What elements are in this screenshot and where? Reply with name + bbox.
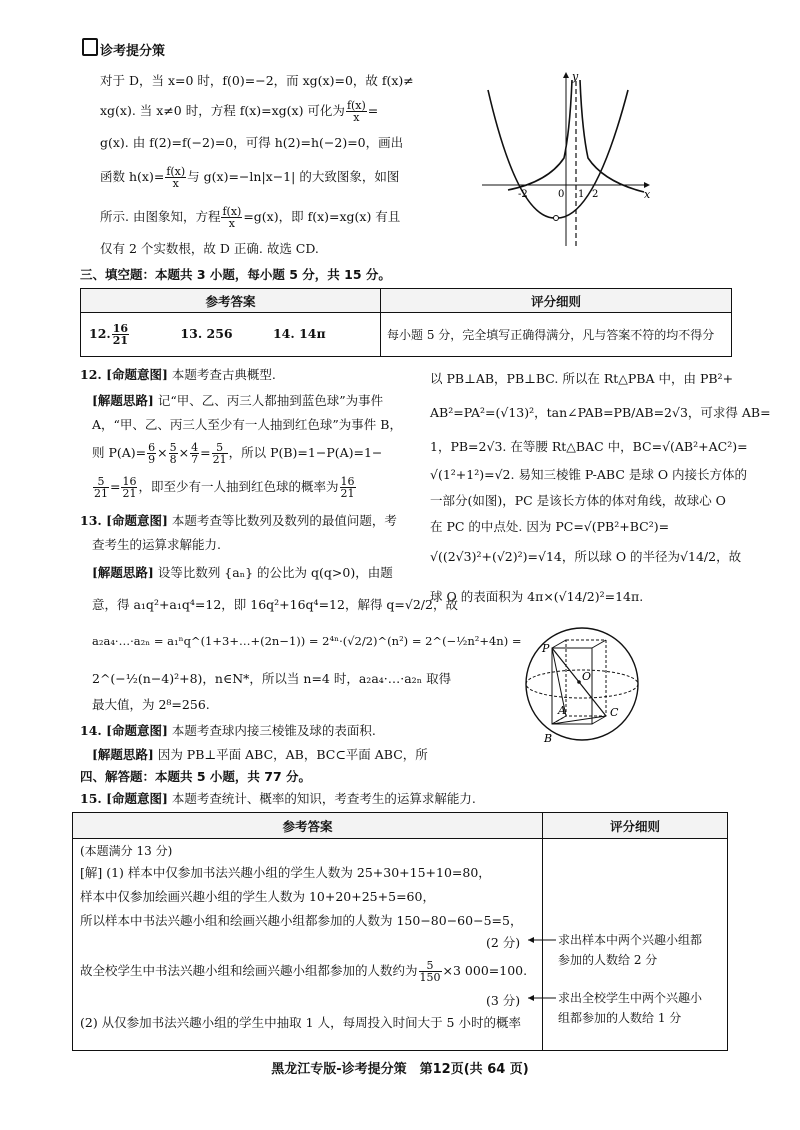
- q14-right-2: AB²=PA²=(√13)²，tan∠PAB=PB/AB=2√3，可求得 AB=: [430, 405, 771, 420]
- solution-line-5: 所示. 由图象知，方程 $\frac{f(x)}{x}$ =g(x)，即 f(x)=xg(x) 有且: [100, 205, 401, 230]
- q13-line-3: a₂a₄·…·a₂ₙ = a₁ⁿq^(1+3+…+(2n−1)) = 2⁴ⁿ·(√2/2)^(n²) = 2^(−½n²+4n) =: [92, 634, 522, 648]
- solution-line-4: 函数 h(x)= $\frac{f(x)}{x}$ 与 g(x)=−ln|x−1| 的大致图象，如图: [100, 165, 400, 190]
- q15-head-answer: 参考答案: [73, 813, 543, 839]
- answers-cell: 12. $\frac{16}{21}$ 13. 256 14. 14π: [81, 313, 381, 357]
- q14-intent: 14. [命题意图] 本题考查球内接三棱锥及球的表面积.: [80, 723, 376, 738]
- q14-right-1: 以 PB⊥AB，PB⊥BC. 所以在 Rt△PBA 中，由 PB²+: [430, 371, 734, 386]
- q15-points-2: (3 分): [486, 993, 521, 1008]
- q14-right-3: 1，PB=2√3. 在等腰 Rt△BAC 中，BC=√(AB²+AC²)=: [430, 439, 748, 454]
- q12-line-3: 则 P(A)= $\frac{6}{9}$ × $\frac{5}{8}$ × $\frac{4}{7}$ = $\frac{5}{21}$ ，所以 P(B)=1−P(A)=1−: [92, 441, 383, 466]
- q15-head-rubric: 评分细则: [543, 813, 728, 839]
- rubric-arrows: [524, 930, 560, 1010]
- q15-step-5: (2) 从仅参加书法兴趣小组的学生中抽取 1 人，每周投入时间大于 5 小时的概率: [80, 1015, 521, 1030]
- hole-point: [554, 216, 559, 221]
- solution-line-2: xg(x). 当 x≠0 时，方程 f(x)=xg(x) 可化为 $\frac{f(x)}{x}$ =: [100, 99, 379, 124]
- tick-zero: 0: [558, 189, 565, 200]
- label-p: P: [542, 642, 550, 655]
- solution-line-3: g(x). 由 f(2)=f(−2)=0，可得 h(2)=h(−2)=0，画出: [100, 135, 404, 150]
- section3-title: 三、填空题：本题共 3 小题，每小题 5 分，共 15 分。: [80, 267, 391, 282]
- rubric-note-1: 求出样本中两个兴趣小组都 参加的人数给 2 分: [558, 933, 703, 967]
- q15-step-1: [解] (1) 样本中仅参加书法兴趣小组的学生人数为 25+30+15+10=80，: [80, 865, 491, 880]
- q13-line-4: 2^(−½(n−4)²+8)，n∈N*，所以当 n=4 时，a₂a₄·…·a₂ₙ 取得: [92, 671, 452, 686]
- table-head-rubric: 评分细则: [381, 289, 732, 313]
- q14-right-7: √((2√3)²+(√2)²)=√14，所以球 O 的半径为√14/2，故: [430, 549, 742, 564]
- log-curve-right: [580, 80, 644, 192]
- function-graph: [478, 70, 650, 250]
- q12-line-2: A，“甲、乙、丙三人至少有一人抽到红色球”为事件 B，: [92, 417, 402, 432]
- tick-one: 1: [578, 189, 585, 200]
- q15-step-2: 样本中仅参加绘画兴趣小组的学生人数为 10+20+25+5=60，: [80, 889, 435, 904]
- header-title: 诊考提分策: [100, 44, 166, 59]
- q13-intent: 13. [命题意图] 本题考查等比数列及数列的最值问题，考: [80, 513, 397, 528]
- label-a: A: [558, 704, 566, 717]
- edge-bc: [552, 716, 606, 724]
- q13-line-5: 最大值，为 2⁸=256.: [92, 697, 210, 712]
- q15-intent: 15. [命题意图] 本题考查统计、概率的知识，考查考生的运算求解能力.: [80, 791, 476, 806]
- q15-step-4: 故全校学生中书法兴趣小组和绘画兴趣小组都参加的人数约为 $\frac{5}{150}$ ×3 000=100.: [80, 959, 528, 984]
- q14-right-5: 一部分(如图)，PC 是该长方体的体对角线，故球心 O: [430, 493, 726, 508]
- q13-intent-2: 查考生的运算求解能力.: [92, 537, 221, 552]
- tick-neg2: -2: [518, 189, 528, 200]
- q13-line-1: [解题思路] 设等比数列 {aₙ} 的公比为 q(q>0)，由题: [92, 565, 393, 580]
- q12-line-4: $\frac{5}{21}$ = $\frac{16}{21}$ ，即至少有一人抽到红色球的概率为 $\frac{16}{21}$: [94, 475, 355, 500]
- x-label: x: [644, 188, 650, 201]
- rubric-note-2: 求出全校学生中两个兴趣小 组都参加的人数给 1 分: [558, 991, 703, 1025]
- q14-right-4: √(1²+1²)=√2. 易知三棱锥 P-ABC 是球 O 内接长方体的: [430, 467, 748, 482]
- q15-step-3: 所以样本中书法兴趣小组和绘画兴趣小组都参加的人数为 150−80−60−5=5，: [80, 913, 523, 928]
- q15-full-marks: (本题满分 13 分): [80, 844, 173, 858]
- fill-in-answer-table: [80, 288, 732, 357]
- label-o: O: [582, 670, 592, 683]
- logo-icon: [82, 38, 98, 56]
- q15-points-1: (2 分): [486, 935, 521, 950]
- solution-line-6: 仅有 2 个实数根，故 D 正确. 故选 CD.: [100, 241, 319, 256]
- q14-right-6: 在 PC 的中点处. 因为 PC=√(PB²+BC²)=: [430, 519, 670, 534]
- q12-line-1: [解题思路] 记“甲、乙、丙三人都抽到蓝色球”为事件: [92, 393, 384, 408]
- q14-line-1: [解题思路] 因为 PB⊥平面 ABC，AB，BC⊂平面 ABC，所: [92, 747, 428, 762]
- y-label: y: [572, 70, 579, 83]
- section4-title: 四、解答题：本题共 5 小题，共 77 分。: [80, 769, 312, 784]
- label-c: C: [610, 706, 619, 719]
- label-b: B: [544, 732, 553, 745]
- rubric-cell: 每小题 5 分，完全填写正确得满分，凡与答案不符的均不得分: [381, 313, 732, 357]
- table-head-answer: 参考答案: [81, 289, 381, 313]
- q14-right-8: 球 O 的表面积为 4π×(√14/2)²=14π.: [430, 589, 644, 604]
- q12-intent: 12. [命题意图] 本题考查古典概型.: [80, 367, 276, 382]
- center-point: [577, 680, 581, 684]
- solution-line-1: 对于 D，当 x=0 时，f(0)=−2，而 xg(x)=0，故 f(x)≠: [100, 73, 414, 88]
- log-curve-left: [508, 80, 572, 190]
- tick-two: 2: [592, 189, 599, 200]
- y-axis-arrow: [563, 72, 569, 78]
- page-footer: 黑龙江专版-诊考提分策 第12页(共 64 页): [271, 1062, 529, 1077]
- q13-line-2: 意，得 a₁q²+a₁q⁴=12，即 16q²+16q⁴=12，解得 q=√2/2，故: [92, 597, 458, 612]
- sphere-figure: [510, 620, 660, 750]
